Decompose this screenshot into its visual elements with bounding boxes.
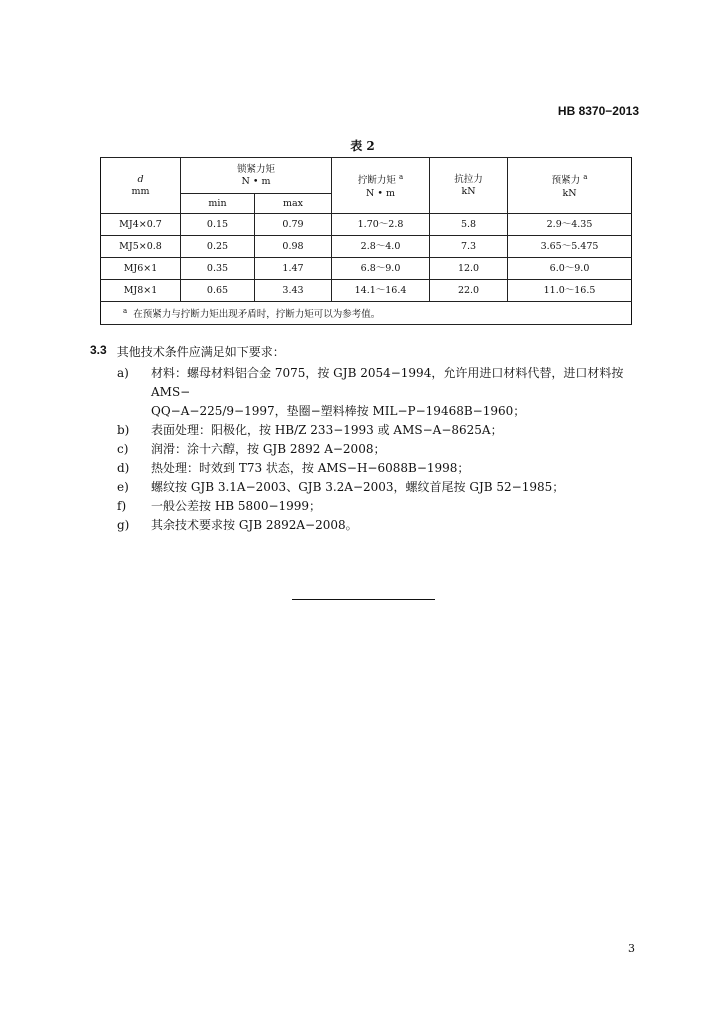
requirements-section [90, 343, 650, 535]
header-d: d mm [101, 158, 181, 214]
header-max: max [255, 194, 332, 214]
section-heading: 其他技术条件应满足如下要求： [116, 345, 285, 359]
table-footnote: $^a$ 在预紧力与拧断力矩出现矛盾时，拧断力矩可以为参考值。 [101, 302, 632, 325]
list-item: d) 热处理：时效到 T73 状态，按 AMS−H−6088B−1998； [117, 461, 470, 475]
header-locking-torque: 锁紧力矩 N • m [181, 158, 332, 194]
list-item: e) 螺纹按 GJB 3.1A−2003、GJB 3.2A−2003，螺纹首尾按 GJB 52−1985； [117, 480, 565, 494]
list-item: g) 其余技术要求按 GJB 2892A−2008。 [117, 518, 358, 532]
end-divider [292, 599, 435, 600]
table-title: 表 2 [350, 139, 375, 153]
header-preload: 预紧力 $^a$ kN [508, 158, 632, 214]
table-row: MJ4×0.7 0.15 0.79 1.70～2.8 5.8 2.9～4.35 [101, 214, 632, 236]
table-row: MJ5×0.8 0.25 0.98 2.8～4.0 7.3 3.65～5.475 [101, 236, 632, 258]
section-number: 3.3 [90, 343, 107, 357]
list-item: b) 表面处理：阳极化，按 HB/Z 233−1993 或 AMS−A−8625A； [117, 423, 503, 437]
header-min: min [181, 194, 255, 214]
list-item: a) 材料：螺母材料铝合金 7075，按 GJB 2054−1994，允许用进口材料代替，进口材料按 AMS− [117, 366, 624, 399]
list-item: c) 润滑：涂十六醇，按 GJB 2892 A−2008； [117, 442, 386, 456]
list-item: f) 一般公差按 HB 5800−1999； [117, 499, 322, 513]
header-tensile: 抗拉力 kN [430, 158, 508, 214]
standard-code: HB 8370−2013 [557, 104, 639, 118]
list-item-continuation: QQ−A−225/9−1997，垫圈−塑料棒按 MIL−P−19468B−1960； [151, 404, 526, 418]
header-breaking-torque: 拧断力矩 $^a$ N • m [332, 158, 430, 214]
table-row: MJ8×1 0.65 3.43 14.1～16.4 22.0 11.0～16.5 [101, 280, 632, 302]
table-row: MJ6×1 0.35 1.47 6.8～9.0 12.0 6.0～9.0 [101, 258, 632, 280]
spec-table [100, 157, 632, 325]
page-number: 3 [628, 942, 635, 955]
